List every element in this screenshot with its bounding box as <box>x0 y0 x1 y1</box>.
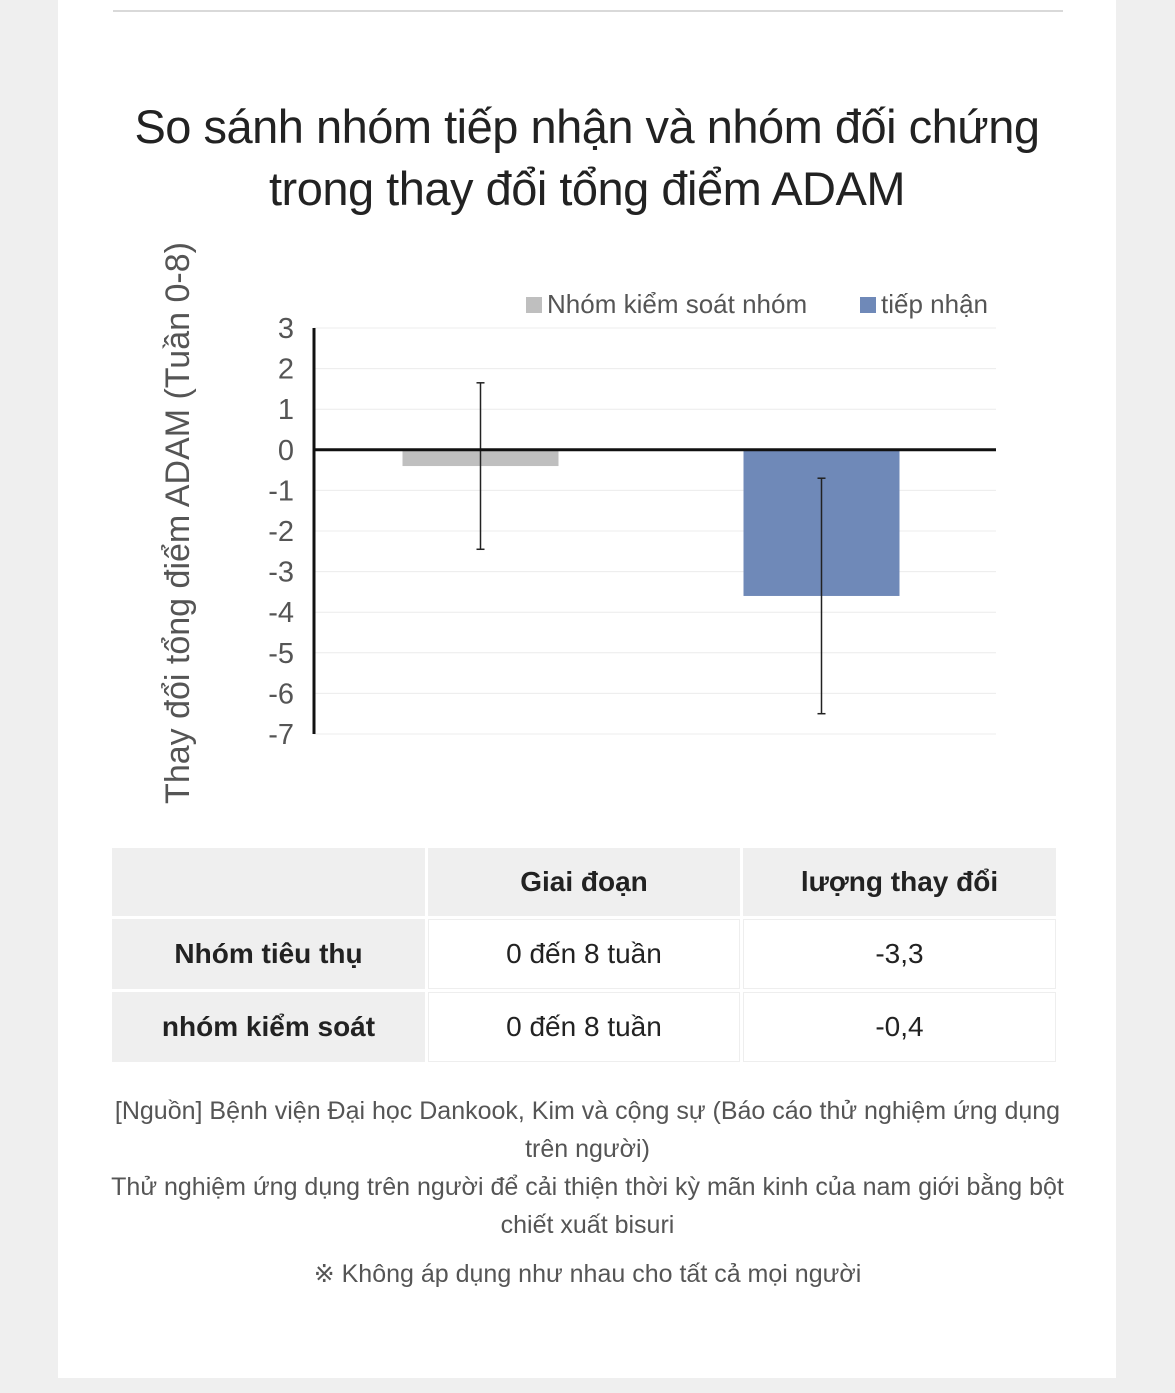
legend-label: Nhóm kiểm soát nhóm <box>547 289 808 319</box>
y-tick-label: 1 <box>277 394 294 427</box>
y-tick-label: 2 <box>277 353 294 386</box>
table-row <box>112 919 1056 989</box>
y-tick-label: 0 <box>277 434 294 467</box>
y-axis-title: Thay đổi tổng điểm ADAM (Tuần 0-8) <box>159 242 197 804</box>
table-row <box>112 992 1056 1062</box>
y-tick-label: -2 <box>268 516 294 548</box>
y-tick-label: -1 <box>268 475 294 508</box>
disclaimer-note: ※ Không áp dụng như nhau cho tất cả mọi người <box>313 1260 862 1288</box>
row-change: -0,4 <box>743 992 1056 1062</box>
row-group-label: Nhóm tiêu thụ <box>112 919 425 989</box>
legend-swatch <box>526 297 542 313</box>
row-period: 0 đến 8 tuần <box>428 919 740 989</box>
source-citation <box>100 1092 1075 1244</box>
source-line-1: [Nguồn] Bệnh viện Đại học Dankook, Kim và cộng sự (Báo cáo thử nghiệm ứng dụng trên người) <box>114 1097 1061 1163</box>
title-line-2: trong thay đổi tổng điểm ADAM <box>268 162 906 215</box>
source-line-2: Thử nghiệm ứng dụng trên người để cải thiện thời kỳ mãn kinh của nam giới bằng bột chiết xuất bisuri <box>111 1173 1064 1239</box>
row-group-label: nhóm kiểm soát <box>112 992 425 1062</box>
table-header-change: lượng thay đổi <box>743 848 1056 916</box>
y-tick-label: 3 <box>277 313 294 345</box>
y-tick-label: -7 <box>268 719 294 751</box>
table-header-period: Giai đoạn <box>428 848 740 916</box>
legend-label: tiếp nhận <box>881 289 988 319</box>
y-tick-label: -6 <box>268 678 294 711</box>
legend-swatch <box>860 297 876 313</box>
title-line-1: So sánh nhóm tiếp nhận và nhóm đối chứng <box>134 100 1040 153</box>
y-tick-label: -5 <box>268 637 294 670</box>
row-change: -3,3 <box>743 919 1056 989</box>
y-tick-label: -3 <box>268 556 294 589</box>
results-table <box>109 845 1059 1065</box>
table-header-empty <box>112 848 425 916</box>
y-tick-label: -4 <box>268 597 294 630</box>
row-period: 0 đến 8 tuần <box>428 992 740 1062</box>
